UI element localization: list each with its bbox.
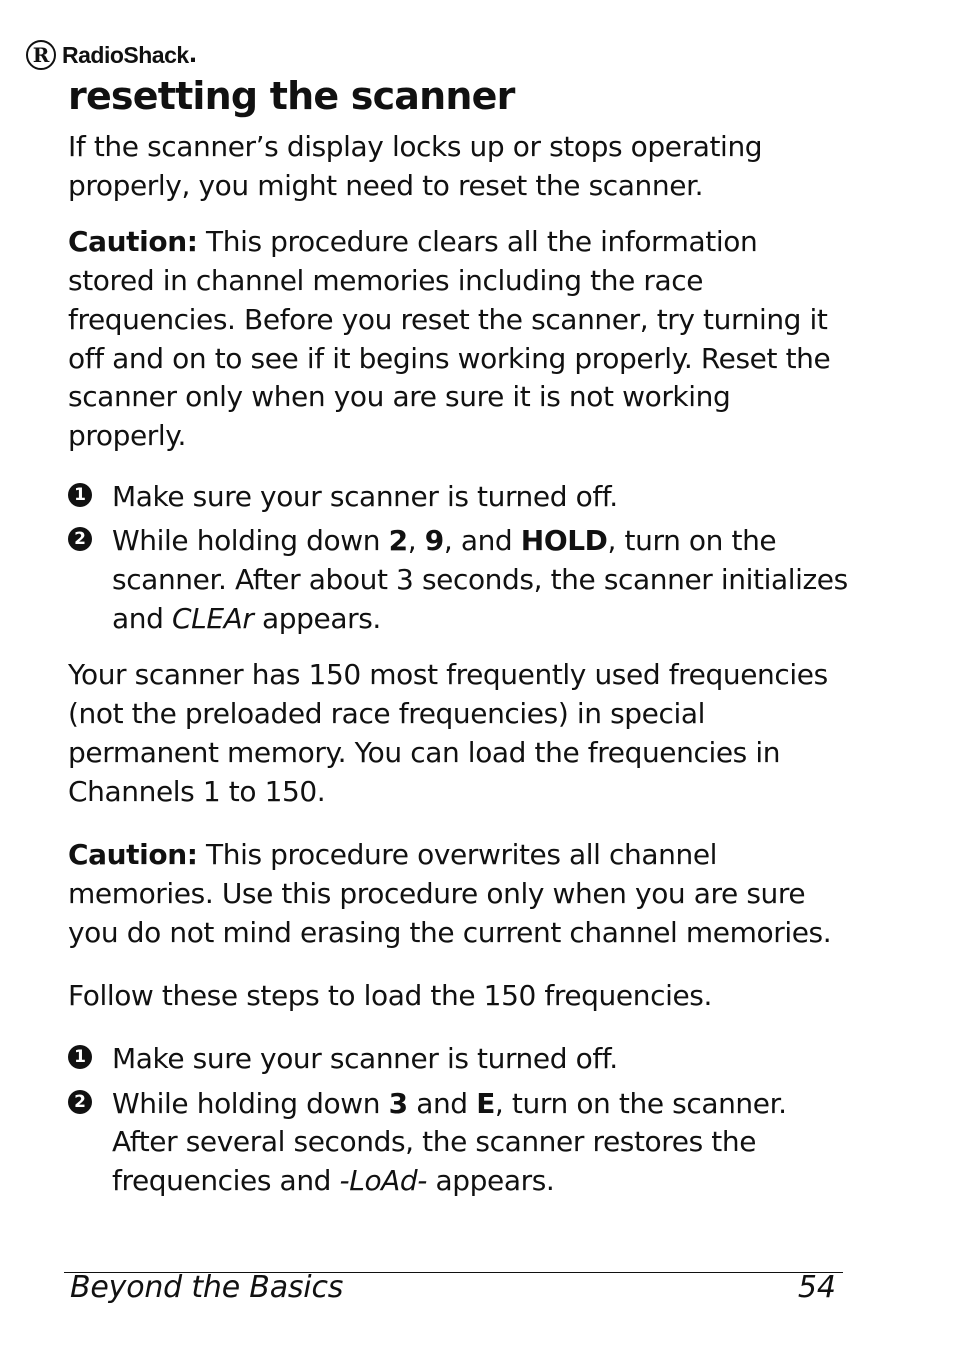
caution-text: This procedure clears all the information stored in channel memories including the race frequencies. Before you reset the scanner, try turning it off and on to see if it begins working properly. Reset the scanner only when you are sure it is not working properly.: [68, 225, 831, 452]
step-number-2-icon: 2: [68, 1090, 92, 1114]
key-hold: HOLD: [520, 524, 608, 558]
key-3: 3: [388, 1086, 408, 1120]
step-number-1-icon: 1: [68, 483, 92, 507]
caution-label: Caution:: [68, 838, 198, 872]
footer-section-title: Beyond the Basics: [70, 1270, 344, 1305]
caution-text: This procedure overwrites all channel memories. Use this procedure only when you are sure you do not mind erasing the current channel memories.: [68, 838, 832, 949]
step-number-2-icon: 2: [68, 527, 92, 551]
follow-steps-paragraph: Follow these steps to load the 150 frequencies.: [68, 979, 712, 1013]
logo-text: RadioShack: [62, 41, 189, 68]
load-step-1: [68, 1040, 848, 1079]
page-content: [68, 128, 848, 1201]
radioshack-logo: [26, 38, 197, 72]
reset-caution-paragraph: [68, 223, 848, 455]
load-step-2: [68, 1085, 848, 1201]
page-number: 54: [797, 1270, 836, 1305]
key-2: 2: [388, 524, 408, 558]
step-text: While holding down 2, 9, and HOLD, turn on the scanner. After about 3 seconds, the scanner initializes and CLEAr appears.: [112, 524, 848, 635]
reset-step-2: [68, 522, 848, 638]
display-text-load: -LoAd-: [339, 1164, 428, 1198]
reset-intro-paragraph: If the scanner’s display locks up or stops operating properly, you might need to reset the scanner.: [68, 130, 763, 202]
step-text: While holding down 3 and E, turn on the scanner. After several seconds, the scanner restores the frequencies and -LoAd- appears.: [112, 1086, 787, 1198]
load-caution-paragraph: [68, 836, 848, 952]
reset-step-1: [68, 478, 848, 517]
key-9: 9: [424, 524, 444, 558]
display-text-clear: CLEAr: [171, 601, 254, 635]
logo-dot: .: [188, 42, 198, 68]
step-text: Make sure your scanner is turned off.: [112, 479, 618, 513]
caution-label: Caution:: [68, 225, 198, 259]
step-number-1-icon: 1: [68, 1045, 92, 1069]
registered-r-icon: R: [26, 40, 56, 70]
key-e: E: [476, 1086, 495, 1120]
step-text: Make sure your scanner is turned off.: [112, 1042, 618, 1076]
load-intro-paragraph: Your scanner has 150 most frequently used frequencies (not the preloaded race frequencies) in special permanent memory. You can load the frequencies in Channels 1 to 150.: [68, 658, 828, 808]
page-title: resetting the scanner: [68, 74, 515, 118]
